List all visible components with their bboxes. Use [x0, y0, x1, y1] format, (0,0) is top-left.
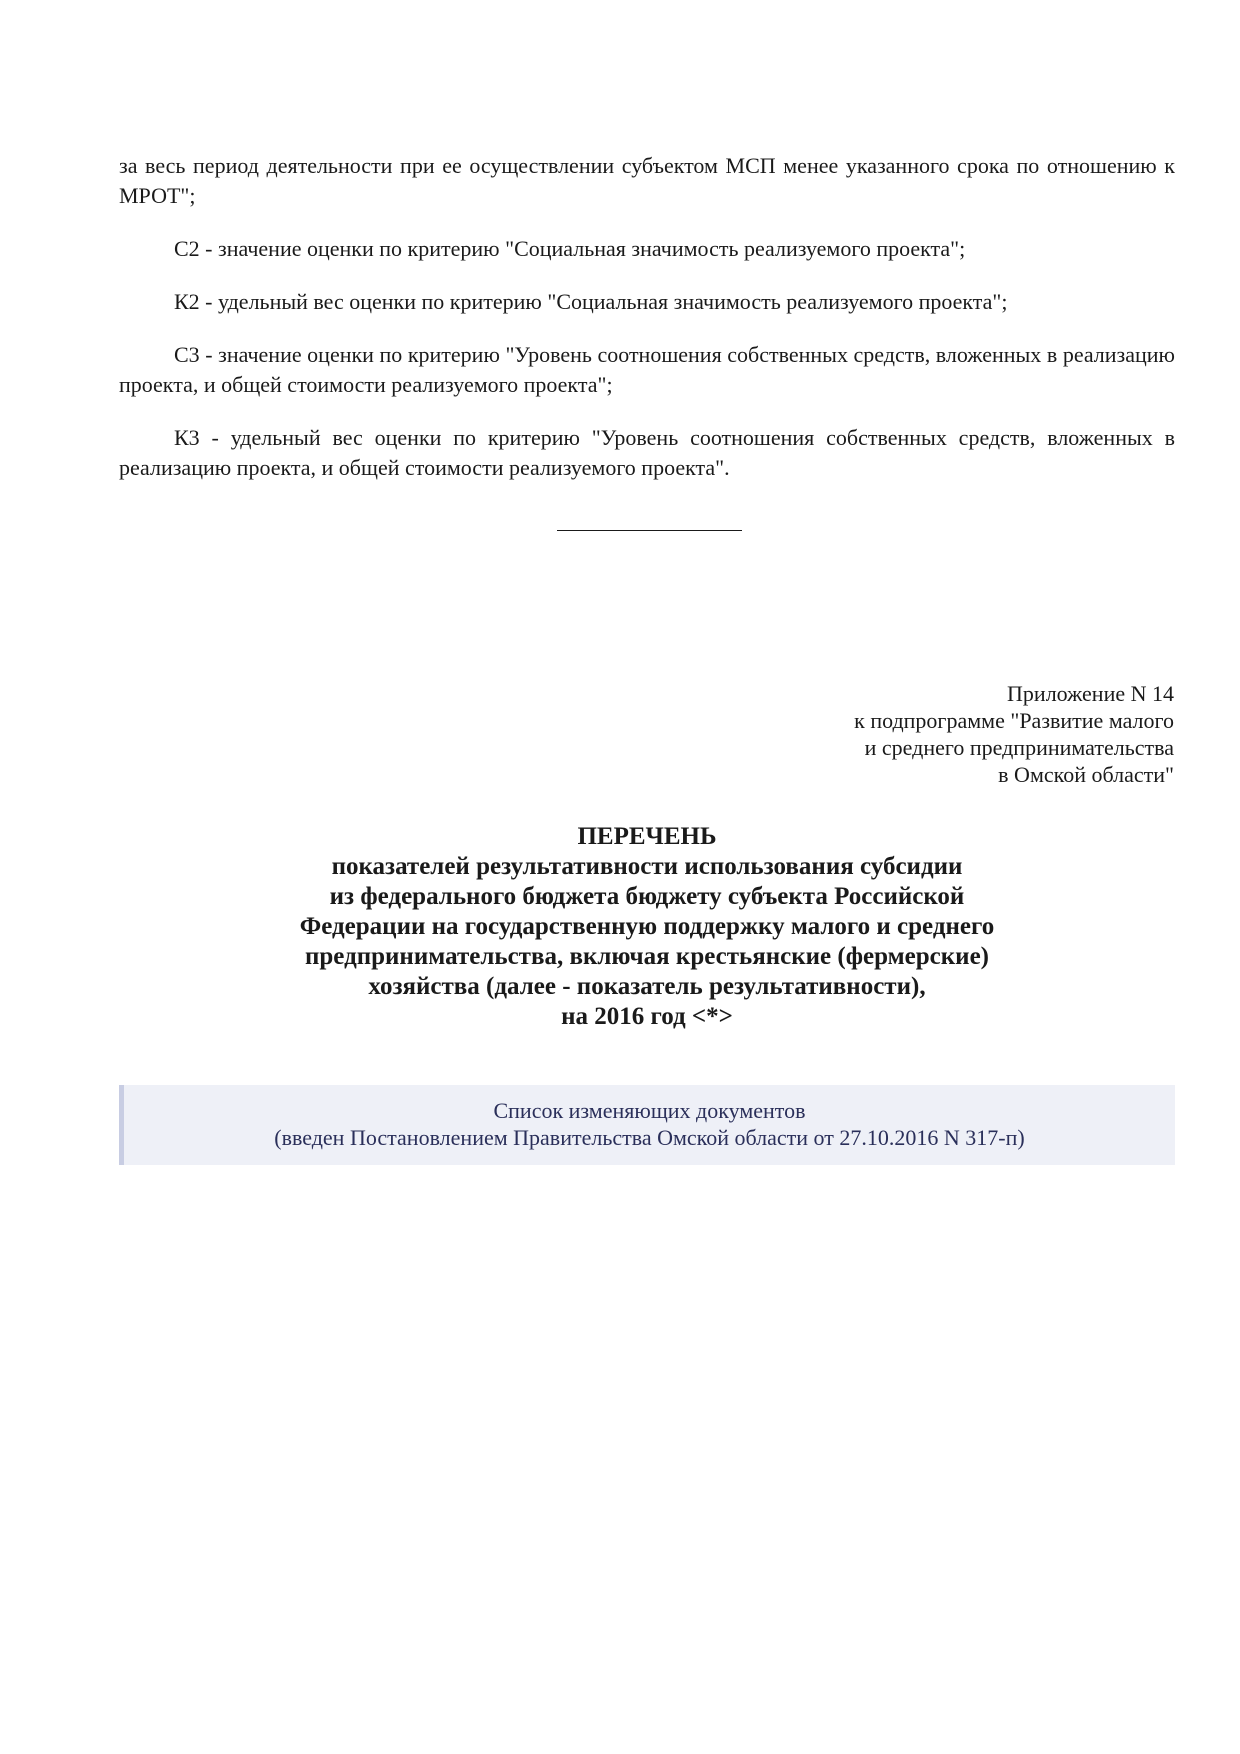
changing-documents-box — [119, 1085, 1175, 1165]
title-line: на 2016 год <*> — [561, 1003, 733, 1030]
changes-heading: Список изменяющих документов — [493, 1098, 806, 1123]
title-line: ПЕРЕЧЕНЬ — [577, 823, 717, 850]
title-line: показателей результативности использования субсидии — [331, 853, 963, 880]
appendix-line: Приложение N 14 — [1007, 681, 1174, 706]
document-title — [119, 822, 1175, 1032]
paragraph-k3: К3 - удельный вес оценки по критерию "Уровень соотношения собственных средств, вложенных в реализацию проекта, и общей стоимости реализуемого проекта". — [119, 425, 1175, 480]
paragraph-c2: С2 - значение оценки по критерию "Социальная значимость реализуемого проекта"; — [174, 236, 966, 261]
title-line: хозяйства (далее - показатель результативности), — [368, 973, 926, 1000]
paragraph-mrot-continuation: за весь период деятельности при ее осуществлении субъектом МСП менее указанного срока по отношению к МРОТ"; — [119, 153, 1175, 208]
title-line: Федерации на государственную поддержку малого и среднего — [299, 913, 995, 940]
title-line: предпринимательства, включая крестьянские (фермерские) — [305, 943, 989, 970]
title-line: из федерального бюджета бюджету субъекта Российской — [329, 883, 965, 910]
section-separator-line — [557, 530, 742, 531]
appendix-line: к подпрограмме "Развитие малого — [854, 708, 1174, 733]
appendix-reference — [674, 680, 1174, 788]
appendix-line: и среднего предпринимательства — [864, 735, 1174, 760]
paragraph-c3: С3 - значение оценки по критерию "Уровень соотношения собственных средств, вложенных в реализацию проекта, и общей стоимости реализуемого проекта"; — [119, 342, 1175, 397]
paragraph-k2: К2 - удельный вес оценки по критерию "Социальная значимость реализуемого проекта"; — [174, 289, 1008, 314]
appendix-line: в Омской области" — [998, 762, 1174, 787]
changes-note: (введен Постановлением Правительства Омской области от 27.10.2016 N 317-п) — [274, 1125, 1025, 1150]
